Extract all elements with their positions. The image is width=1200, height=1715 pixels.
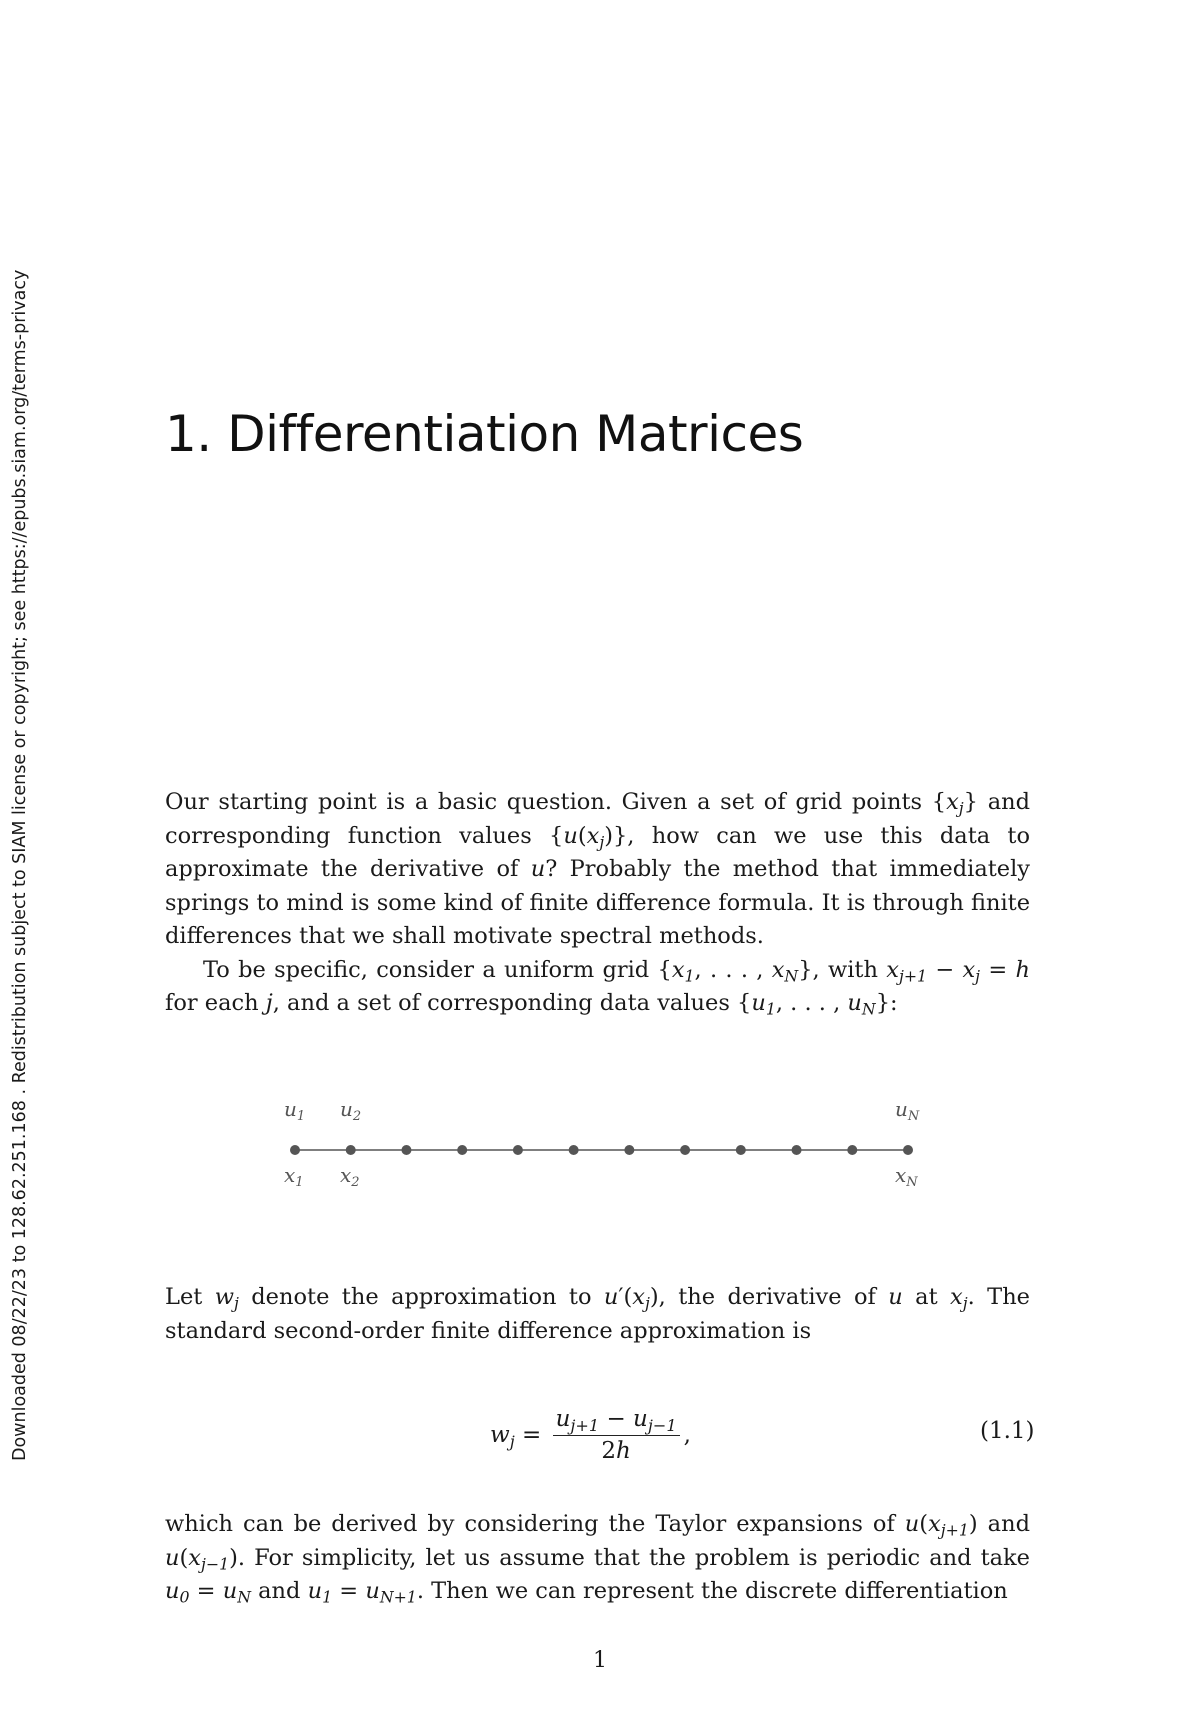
grid-point	[401, 1145, 411, 1155]
grid-point	[624, 1145, 634, 1155]
grid-point	[457, 1145, 467, 1155]
label-x2: $x_2$	[340, 1163, 360, 1190]
grid-point	[569, 1145, 579, 1155]
download-notice-text: Downloaded 08/22/23 to 128.62.251.168 . Redistribution subject to SIAM license or copyright; see https://epubs.siam.org/terms-privacy	[10, 269, 30, 1461]
intro-paragraphs	[165, 786, 1030, 1021]
grid-point	[847, 1145, 857, 1155]
chapter-title: 1. Differentiation Matrices	[165, 405, 804, 463]
grid-point	[792, 1145, 802, 1155]
page-number: 1	[593, 1648, 607, 1673]
grid-point	[680, 1145, 690, 1155]
grid-point	[346, 1145, 356, 1155]
equation-number: (1.1)	[980, 1418, 1035, 1444]
label-u1: $u_1$	[284, 1098, 306, 1124]
grid-point	[290, 1145, 300, 1155]
label-x1: $x_1$	[284, 1163, 304, 1190]
paragraph-taylor: which can be derived by considering the Taylor expansions of $u(x_{j+1})$ and $u(x_{j-1})$. For simplicity, let us assume that the problem is periodic and take $u_0 = u_N$ and $u_1 = u_{N+1}$. Then we can represent the discrete differentiation	[165, 1511, 1030, 1607]
label-uN: $u_N$	[895, 1098, 920, 1124]
paragraph-grid: To be specific, consider a uniform grid {$x_1$, . . . , $x_N$}, with $x_{j+1} - x_j = h$ for each j, and a set of corresponding data values {$u_1$, . . . , $u_N$}:	[165, 956, 1030, 1019]
grid-point	[903, 1145, 913, 1155]
grid-diagram	[270, 1098, 930, 1198]
equation-fraction: $\frac{u_{j+1} - u_{j-1}}{2h}$	[553, 1406, 680, 1464]
label-u2: $u_2$	[340, 1098, 362, 1124]
paragraph-approximation: Let $w_j$ denote the approximation to $u'(x_j)$, the derivative of u at $x_j$. The standard second-order finite difference approximation is	[165, 1284, 1031, 1344]
grid-point	[736, 1145, 746, 1155]
download-notice-sidebar	[0, 0, 40, 1715]
equation-1-1: $w_j$ = $\frac{u_{j+1} - u_{j-1}}{2h}$ ,	[490, 1406, 691, 1464]
paragraph-intro: Our starting point is a basic question. Given a set of grid points $\{x_j\}$ and corresponding function values $\{u(x_j)\}$, how can we use this data to approximate the derivative of u? Probably the method that immediately springs to mind is some kind of finite difference formula. It is through finite differences that we shall motivate spectral methods.	[165, 789, 1031, 949]
label-xN: $x_N$	[895, 1163, 918, 1190]
grid-point	[513, 1145, 523, 1155]
